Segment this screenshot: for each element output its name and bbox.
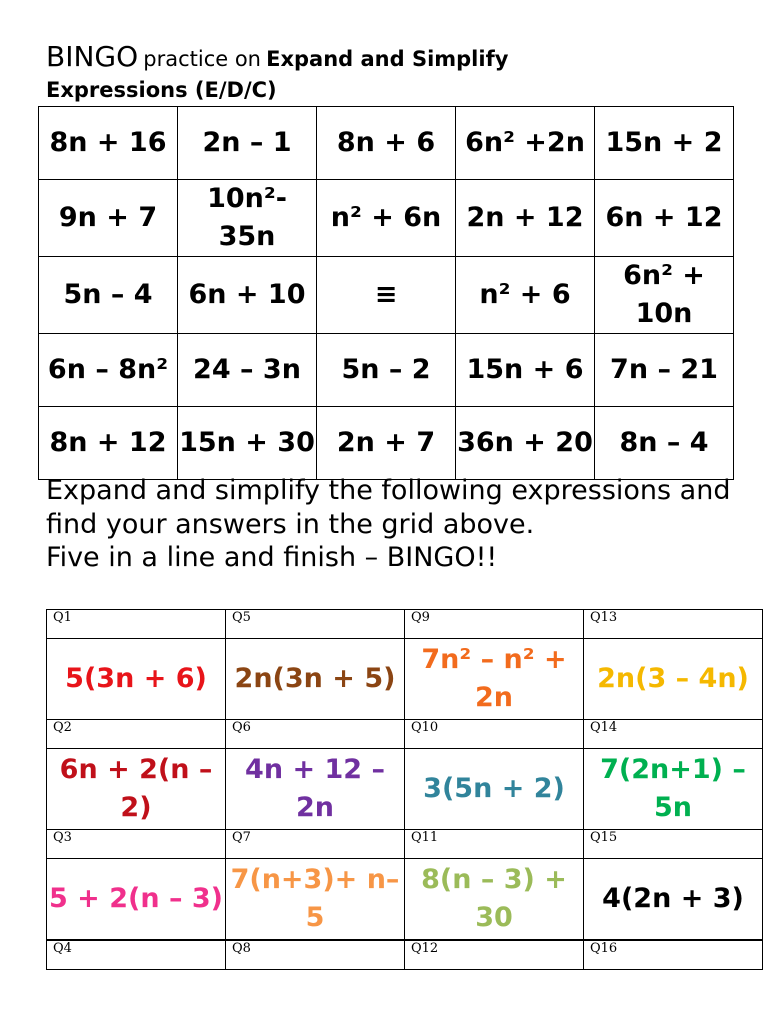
question-number: Q4 [53, 941, 72, 956]
bingo-cell: 6n + 12 [595, 180, 734, 257]
question-number: Q6 [232, 720, 251, 735]
question-expression: 6n + 2(n – 2) [47, 749, 226, 830]
questions-table [46, 609, 763, 970]
question-expression: 7(n+3)+ n–5 [226, 859, 405, 941]
bingo-cell: 2n + 7 [317, 407, 456, 480]
bingo-cell: 8n + 16 [39, 107, 178, 180]
question-number: Q3 [53, 830, 72, 845]
question-number: Q12 [411, 941, 439, 956]
question-number: Q13 [590, 610, 618, 625]
question-expression: 8(n – 3) + 30 [405, 859, 584, 941]
question-expression-row [47, 749, 763, 830]
title-bingo: BINGO [46, 40, 139, 73]
question-label-row [47, 610, 763, 639]
question-label-row [47, 830, 763, 859]
question-number: Q16 [590, 941, 618, 956]
question-number: Q1 [53, 610, 72, 625]
question-expression: 7(2n+1) – 5n [584, 749, 763, 830]
bingo-row [39, 407, 734, 480]
bingo-cell: n² + 6n [317, 180, 456, 257]
bingo-cell: 8n – 4 [595, 407, 734, 480]
question-expression: 4n + 12 – 2n [226, 749, 405, 830]
bingo-row [39, 107, 734, 180]
question-expression: 5 + 2(n – 3) [47, 859, 226, 941]
worksheet-title [46, 42, 746, 76]
bingo-cell: 5n – 4 [39, 257, 178, 334]
question-number: Q5 [232, 610, 251, 625]
bingo-cell: 6n² +2n [456, 107, 595, 180]
bingo-cell: 15n + 6 [456, 334, 595, 407]
question-number: Q9 [411, 610, 430, 625]
bingo-row [39, 180, 734, 257]
question-expression: 4(2n + 3) [584, 859, 763, 941]
bingo-cell: 2n – 1 [178, 107, 317, 180]
bingo-cell: 5n – 2 [317, 334, 456, 407]
instructions-goal: Five in a line and finish – BINGO!! [46, 542, 498, 573]
question-number: Q10 [411, 720, 439, 735]
question-number: Q14 [590, 720, 618, 735]
bingo-cell: 9n + 7 [39, 180, 178, 257]
bingo-cell: 8n + 6 [317, 107, 456, 180]
bingo-cell: 6n + 10 [178, 257, 317, 334]
instructions-text: Expand and simplify the following expressions and find your answers in the grid above. [46, 475, 731, 540]
bingo-cell: 10n²- 35n [178, 180, 317, 257]
bingo-cell: 36n + 20 [456, 407, 595, 480]
question-expression: 2n(3 – 4n) [584, 639, 763, 720]
question-expression: 5(3n + 6) [47, 639, 226, 720]
bingo-row [39, 334, 734, 407]
question-number: Q11 [411, 830, 439, 845]
bingo-cell: n² + 6 [456, 257, 595, 334]
question-label-row [47, 940, 763, 970]
bingo-cell-free: ≡ [317, 257, 456, 334]
question-number: Q15 [590, 830, 618, 845]
question-label-row [47, 720, 763, 749]
bingo-grid [38, 106, 734, 480]
bingo-cell: 24 – 3n [178, 334, 317, 407]
bingo-cell: 6n – 8n² [39, 334, 178, 407]
bingo-cell: 8n + 12 [39, 407, 178, 480]
bingo-cell: 6n² + 10n [595, 257, 734, 334]
bingo-row [39, 257, 734, 334]
bingo-cell: 2n + 12 [456, 180, 595, 257]
worksheet-subtitle: Expressions (E/D/C) [46, 78, 277, 102]
question-expression: 3(5n + 2) [405, 749, 584, 830]
instructions [46, 474, 746, 575]
question-expression: 7n² – n² + 2n [405, 639, 584, 720]
question-expression: 2n(3n + 5) [226, 639, 405, 720]
question-expression-row [47, 859, 763, 941]
title-practice-on: practice on [143, 47, 261, 71]
bingo-cell: 15n + 30 [178, 407, 317, 480]
question-number: Q2 [53, 720, 72, 735]
question-number: Q8 [232, 941, 251, 956]
bingo-cell: 7n – 21 [595, 334, 734, 407]
question-expression-row [47, 639, 763, 720]
bingo-cell: 15n + 2 [595, 107, 734, 180]
title-topic: Expand and Simplify [266, 47, 509, 71]
question-number: Q7 [232, 830, 251, 845]
